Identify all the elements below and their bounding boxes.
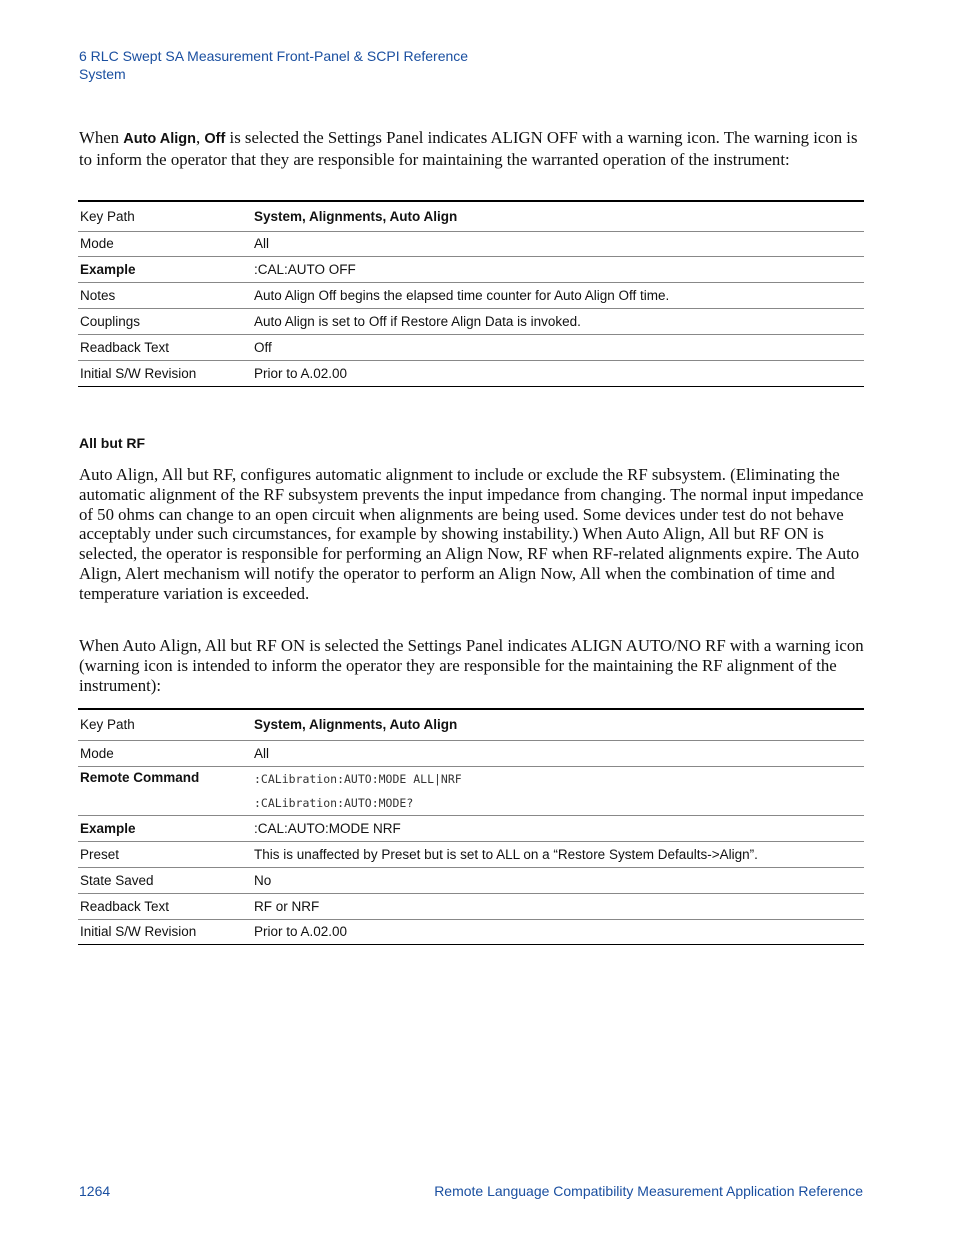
table-row: [78, 709, 864, 740]
row-key: Notes: [78, 282, 252, 308]
all-but-rf-paragraph: Auto Align, All but RF, configures automatic alignment to include or exclude the RF subsystem. (Eliminating the automatic alignment of the RF subsystem prevents the input impedance from changing. The normal input impedance of 50 ohms can change to an open circuit when alignments are being used. Some devices under test do not behave acceptably under such circumstances, for example by showing instability.) When Auto Align, All but RF ON is selected, the operator is responsible for performing an Align Now, RF when RF-related alignments expire. The Auto Align, Alert mechanism will notify the operator to perform an Align Now, All when the combination of time and temperature variation is exceeded.: [79, 465, 864, 603]
row-key: Remote Command: [78, 766, 252, 815]
table-row: [78, 740, 864, 766]
intro-separator: ,: [196, 128, 205, 147]
row-key: Key Path: [78, 709, 252, 740]
table-row: [78, 766, 864, 815]
row-value: No: [252, 867, 864, 893]
table-row: [78, 308, 864, 334]
row-key: State Saved: [78, 867, 252, 893]
row-value: All: [252, 231, 864, 256]
section-heading: All but RF: [79, 435, 146, 451]
table-row: [78, 334, 864, 360]
row-value: Auto Align Off begins the elapsed time counter for Auto Align Off time.: [252, 282, 864, 308]
row-key: Couplings: [78, 308, 252, 334]
row-value: All: [252, 740, 864, 766]
table-row: [78, 841, 864, 867]
row-value: RF or NRF: [252, 893, 864, 919]
page-number: 1264: [79, 1183, 111, 1199]
settings-panel-paragraph: When Auto Align, All but RF ON is selected the Settings Panel indicates ALIGN AUTO/NO RF with a warning icon (warning icon is intended to inform the operator they are responsible for the maintaining the RF alignment of the instrument):: [79, 636, 864, 695]
table-row: [78, 867, 864, 893]
table-row: [78, 919, 864, 944]
row-value: Prior to A.02.00: [252, 919, 864, 944]
row-value: Auto Align is set to Off if Restore Align Data is invoked.: [252, 308, 864, 334]
row-key: Example: [78, 256, 252, 282]
table-row: [78, 893, 864, 919]
row-key: Key Path: [78, 201, 252, 231]
intro-rest: is selected the Settings Panel indicates ALIGN OFF with a warning icon. The warning icon is to inform the operator that they are responsible for maintaining the warranted operation of the instrument:: [79, 128, 858, 169]
row-value-commands: [252, 766, 864, 815]
row-key: Readback Text: [78, 893, 252, 919]
running-header: [79, 47, 468, 83]
table-row: [78, 256, 864, 282]
row-value: Prior to A.02.00: [252, 360, 864, 386]
row-key: Mode: [78, 231, 252, 256]
intro-paragraph: [79, 128, 864, 170]
row-key: Example: [78, 815, 252, 841]
row-value: System, Alignments, Auto Align: [252, 201, 864, 231]
all-but-rf-table: [78, 708, 864, 945]
auto-align-off-table: [78, 200, 864, 387]
row-value: :CAL:AUTO:MODE NRF: [252, 815, 864, 841]
section-title: System: [79, 66, 126, 82]
document-title: Remote Language Compatibility Measurement Application Reference: [434, 1183, 863, 1199]
intro-bold-off: Off: [204, 131, 226, 147]
table-row: [78, 815, 864, 841]
row-value: System, Alignments, Auto Align: [252, 709, 864, 740]
row-value: Off: [252, 334, 864, 360]
row-key: Initial S/W Revision: [78, 919, 252, 944]
row-key: Mode: [78, 740, 252, 766]
table-row: [78, 201, 864, 231]
intro-prefix: When: [79, 128, 124, 147]
remote-command-set: :CALibration:AUTO:MODE ALL|NRF: [254, 771, 462, 786]
row-key: Initial S/W Revision: [78, 360, 252, 386]
row-value: :CAL:AUTO OFF: [252, 256, 864, 282]
chapter-title: 6 RLC Swept SA Measurement Front-Panel & SCPI Reference: [79, 48, 469, 64]
intro-bold-auto-align: Auto Align: [123, 131, 197, 147]
table-row: [78, 282, 864, 308]
row-key: Preset: [78, 841, 252, 867]
row-value: This is unaffected by Preset but is set to ALL on a “Restore System Defaults->Align”.: [252, 841, 864, 867]
table-row: [78, 231, 864, 256]
remote-command-query: :CALibration:AUTO:MODE?: [254, 795, 414, 810]
table-row: [78, 360, 864, 386]
row-key: Readback Text: [78, 334, 252, 360]
